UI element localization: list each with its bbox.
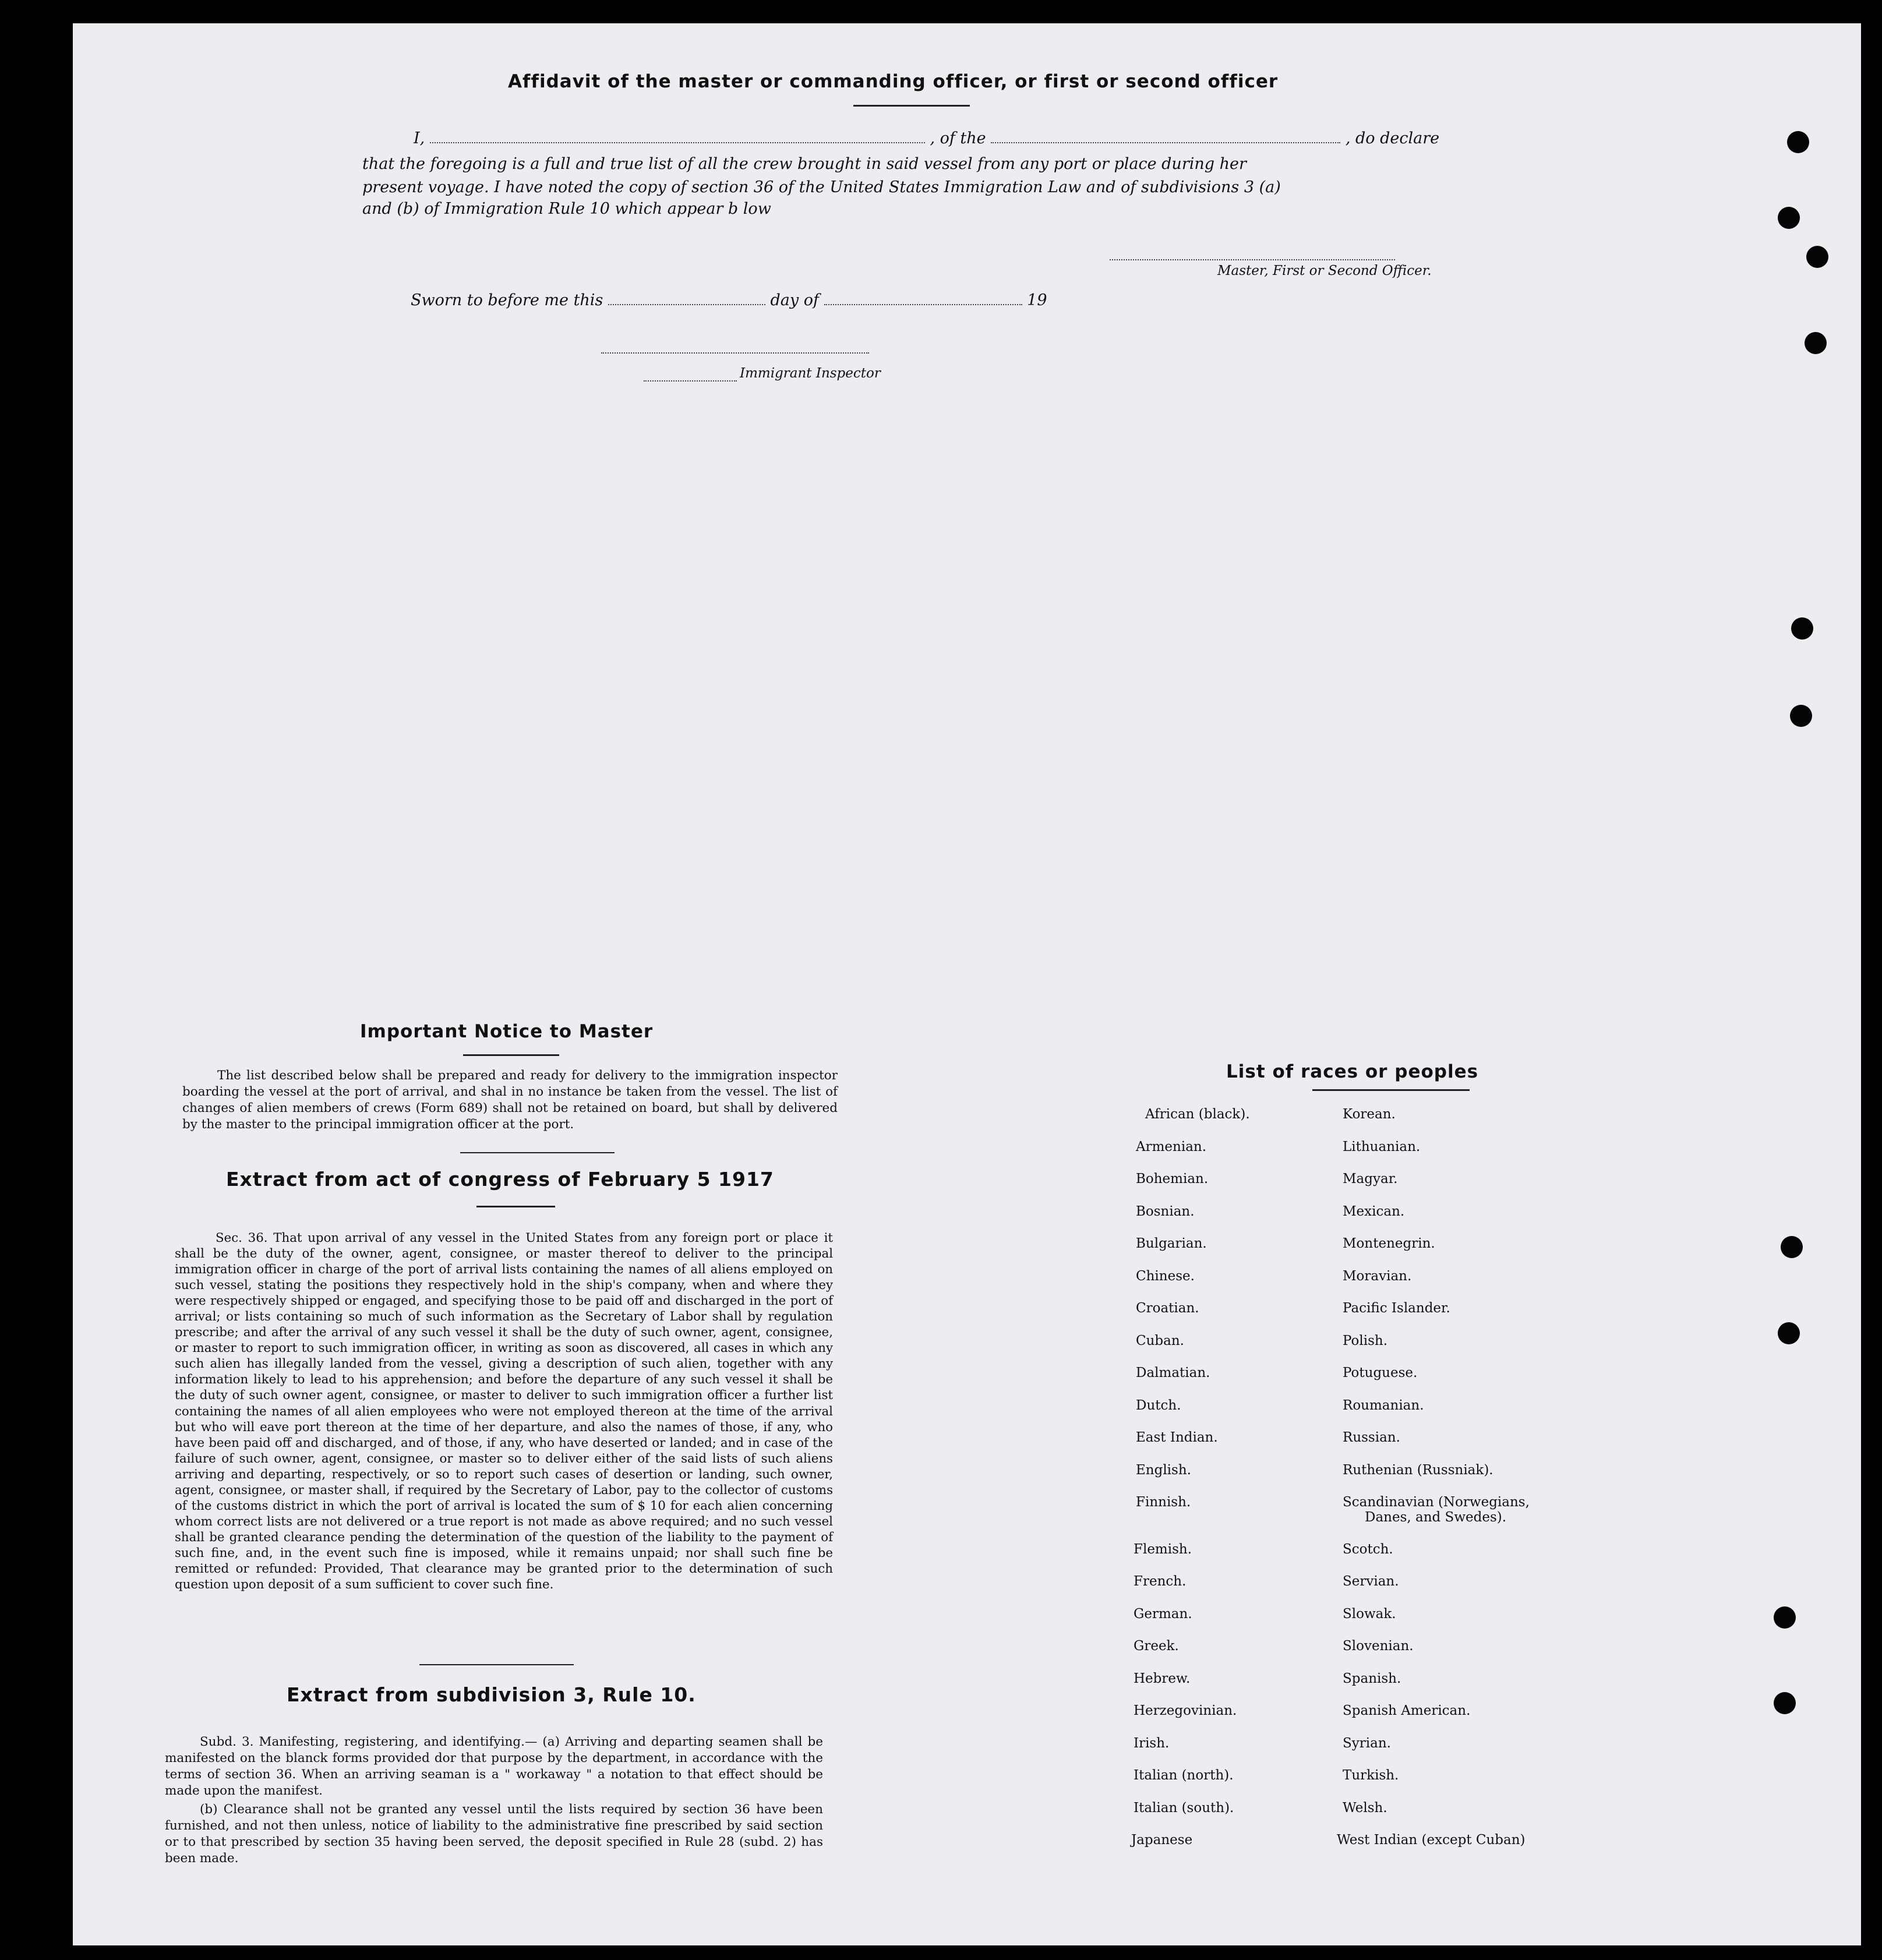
sworn-month-blank[interactable] xyxy=(824,301,1022,305)
race-item: Bulgarian. xyxy=(1136,1236,1207,1251)
binder-hole xyxy=(1790,705,1812,727)
act-title: Extract from act of congress of February 5 1917 xyxy=(226,1168,774,1191)
race-item: Servian. xyxy=(1343,1574,1399,1589)
binder-hole xyxy=(1774,1692,1796,1714)
notice-body: The list described below shall be prepared and ready for delivery to the immigration inspector boarding the vessel at the port of arrival, and shal in no instance be taken from the vessel. The list of changes of alien members of crews (Form 689) shall not be retained on board, but shall by delivered by the master to the principal immigration officer at the port. xyxy=(182,1068,838,1132)
name-blank[interactable] xyxy=(430,139,925,143)
race-item: English. xyxy=(1136,1462,1191,1478)
declaration-line xyxy=(414,129,1439,147)
sworn-line xyxy=(411,291,1047,309)
sworn-day-blank[interactable] xyxy=(608,301,765,305)
race-item: German. xyxy=(1134,1606,1192,1622)
form-sheet xyxy=(73,23,1861,1945)
rule-subd-a: Subd. 3. Manifesting, registering, and identifying.— (a) Arriving and departing seamen shall be manifested on the blanck forms provided dor that purpose by the department, in accordance with the terms of section 36. When an arriving seaman is a " workaway " a notation to that effect should be made upon the manifest. xyxy=(165,1735,823,1798)
race-item: Scotch. xyxy=(1343,1541,1393,1557)
race-item: Flemish. xyxy=(1134,1541,1192,1557)
race-item: Pacific Islander. xyxy=(1343,1301,1450,1316)
binder-hole xyxy=(1787,131,1809,153)
race-item: Korean. xyxy=(1343,1107,1396,1122)
race-item: Slowak. xyxy=(1343,1606,1396,1622)
race-item: Mexican. xyxy=(1343,1203,1405,1219)
vessel-blank[interactable] xyxy=(991,139,1340,143)
sworn-year: 19 xyxy=(1027,291,1047,309)
race-item: Scandinavian (Norwegians, xyxy=(1343,1495,1530,1510)
binder-hole xyxy=(1791,617,1813,640)
act-section-36: Sec. 36. That upon arrival of any vessel in the United States from any foreign port or place it shall be the duty of the owner, agent, consignee, or master thereof to deliver to the principal immigration officer in charge of the port of arrival lists containing the names of all aliens employed on such vessel, stating the positions they respectively hold in the ship's company, when and where they were respectively shipped or engaged, and specifying those to be paid off and discharged in the port of arrival; or lists containing so much of such information as the Secretary of Labor shall by regulation prescribe; and after the arrival of any such vessel it shall be the duty of such owner, agent, consignee, or master to report to such immigration officer, in writing as soon as discovered, all cases in which any such alien has illegally landed from the vessel, giving a description of such alien, together with any information likely to lead to his apprehension; and before the departure of any such vessel it shall be the duty of such owner agent, consignee, or master to deliver to such immigration officer a further list containing the names of all alien employees who were not employed thereon at the time of the arrival but who will eave port thereon at the time of her departure, and also the names of those, if any, who have been paid off and discharged, and of those, if any, who have deserted or landed; and in case of the failure of such owner, agent, consignee, or master so to deliver either of the said lists of such aliens arriving and departing, respectively, or so to report such cases of desertion or landing, such owner, agent, consignee, or master shall, if required by the Secretary of Labor, pay to the collector of customs of the customs district in which the port of arrival is located the sum of $ 10 for each alien concerning whom correct lists are not delivered or a true report is not made as above required; and no such vessel shall be granted clearance pending the determination of the question of the liability to the payment of such fine, and, in the event such fine is imposed, while it remains unpaid; nor shall such fine be remitted or refunded: Provided, That clearance may be granted prior to the determination of such question upon deposit of a sum sufficient to cover such fine. xyxy=(175,1231,833,1592)
race-item: Turkish. xyxy=(1343,1768,1399,1783)
race-item: African (black). xyxy=(1145,1107,1250,1122)
race-item: Spanish. xyxy=(1343,1671,1401,1686)
notice-title-rule xyxy=(463,1054,559,1056)
race-item: Dutch. xyxy=(1136,1397,1181,1413)
race-item: Greek. xyxy=(1134,1638,1179,1654)
sworn-day-of: day of xyxy=(770,291,819,309)
declaration-line-1: that the foregoing is a full and true list of all the crew brought in said vessel from any port or place during her xyxy=(362,155,1247,173)
race-item: Lithuanian. xyxy=(1343,1139,1421,1154)
race-item: Dalmatian. xyxy=(1136,1365,1210,1380)
race-item: Cuban. xyxy=(1136,1333,1184,1348)
race-item: Moravian. xyxy=(1343,1268,1412,1284)
act-rule xyxy=(419,1664,574,1665)
race-item: French. xyxy=(1134,1574,1187,1589)
race-item: Finnish. xyxy=(1136,1495,1191,1510)
race-item: Chinese. xyxy=(1136,1268,1195,1284)
rule-title: Extract from subdivision 3, Rule 10. xyxy=(287,1683,696,1706)
race-item: Bosnian. xyxy=(1136,1203,1195,1219)
declaration-line-3: and (b) of Immigration Rule 10 which appear b low xyxy=(362,200,771,218)
race-item: Spanish American. xyxy=(1343,1703,1471,1718)
race-item: Italian (south). xyxy=(1134,1800,1234,1816)
race-item: Armenian. xyxy=(1136,1139,1207,1154)
race-item: Bohemian. xyxy=(1136,1171,1209,1186)
declaration-do-declare: , do declare xyxy=(1345,129,1440,147)
races-title-rule xyxy=(1312,1089,1470,1091)
race-item: Potuguese. xyxy=(1343,1365,1418,1380)
race-item: Hebrew. xyxy=(1134,1671,1191,1686)
race-item: Welsh. xyxy=(1343,1800,1387,1816)
race-item: West Indian (except Cuban) xyxy=(1337,1832,1526,1848)
binder-hole xyxy=(1778,1322,1800,1344)
binder-hole xyxy=(1806,246,1828,268)
declaration-i: I, xyxy=(414,129,425,147)
race-item: Danes, and Swedes). xyxy=(1365,1510,1507,1525)
race-item: Herzegovinian. xyxy=(1134,1703,1237,1718)
declaration-line-2: present voyage. I have noted the copy of section 36 of the United States Immigration Law and of subdivisions 3 (a) xyxy=(362,178,1281,196)
race-item: Polish. xyxy=(1343,1333,1388,1348)
race-item: Magyar. xyxy=(1343,1171,1398,1186)
race-item: Ruthenian (Russniak). xyxy=(1343,1462,1493,1478)
notice-rule xyxy=(460,1152,615,1153)
race-item: Roumanian. xyxy=(1343,1397,1424,1413)
race-item: Syrian. xyxy=(1343,1735,1391,1751)
race-item: East Indian. xyxy=(1136,1430,1218,1445)
rule-body xyxy=(165,1734,823,1869)
race-item: Montenegrin. xyxy=(1343,1236,1435,1251)
sworn-label: Sworn to before me this xyxy=(411,291,603,309)
race-item: Italian (north). xyxy=(1134,1768,1234,1783)
notice-title: Important Notice to Master xyxy=(360,1021,654,1042)
master-signature-label: Master, First or Second Officer. xyxy=(1217,263,1432,278)
declaration-of-the: , of the xyxy=(930,129,986,147)
act-title-rule xyxy=(476,1206,555,1207)
master-signature-line[interactable] xyxy=(1110,259,1395,260)
race-item: Slovenian. xyxy=(1343,1638,1414,1654)
affidavit-title: Affidavit of the master or commanding officer, or first or second officer xyxy=(508,71,1279,92)
binder-hole xyxy=(1805,332,1827,354)
race-item: Japanese xyxy=(1131,1832,1193,1848)
rule-subd-b: (b) Clearance shall not be granted any vessel until the lists required by section 36 have been furnished, and not then unless, notice of liability to the administrative fine prescribed by said section or to that prescribed by section 35 having been served, the deposit specified in Rule 28 (subd. 2) has been made. xyxy=(165,1802,823,1866)
race-item: Irish. xyxy=(1134,1735,1170,1751)
race-item: Croatian. xyxy=(1136,1301,1199,1316)
affidavit-title-rule xyxy=(853,105,970,107)
races-title: List of races or peoples xyxy=(1226,1061,1479,1082)
inspector-label: Immigrant Inspector xyxy=(740,366,881,381)
binder-hole xyxy=(1781,1236,1803,1258)
inspector-signature-line[interactable] xyxy=(601,352,869,354)
inspector-signature-line-short xyxy=(644,380,737,382)
race-item: Russian. xyxy=(1343,1430,1400,1445)
binder-hole xyxy=(1774,1606,1796,1629)
binder-hole xyxy=(1778,207,1800,229)
